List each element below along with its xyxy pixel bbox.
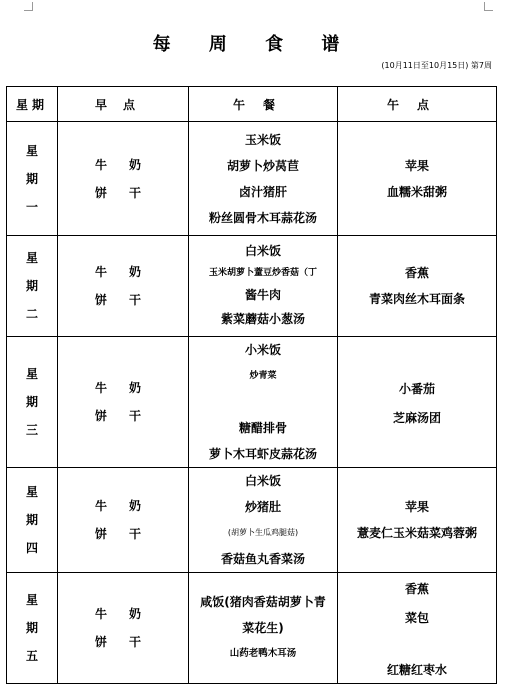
table-row xyxy=(7,337,497,468)
day-cell: 星 期 二 xyxy=(7,236,58,337)
snack-item: 苹果 xyxy=(404,500,429,514)
breakfast-item: 饼干 xyxy=(94,185,163,200)
breakfast-item: 饼干 xyxy=(94,527,163,541)
lunch-cell xyxy=(189,122,338,236)
snack-cell xyxy=(338,122,497,236)
header-lunch: 午餐 xyxy=(189,87,338,122)
lunch-item: 酱牛肉 xyxy=(244,288,281,302)
table-header-row xyxy=(7,87,497,122)
margin-corner-mark xyxy=(484,2,493,11)
breakfast-cell xyxy=(58,122,189,236)
snack-item: 青菜肉丝木耳面条 xyxy=(368,292,465,306)
day-cell: 星 期 四 xyxy=(7,468,58,573)
lunch-item: 卤汁猪肝 xyxy=(238,184,287,199)
lunch-item: 炒猪肚 (胡萝卜生瓜鸡腿菇) xyxy=(227,500,299,537)
snack-item: 血糯米甜粥 xyxy=(386,184,447,199)
lunch-item: 白米饭 xyxy=(244,244,281,258)
lunch-item: 玉米饭 xyxy=(244,132,281,147)
snack-item: 芝麻汤团 xyxy=(392,411,441,425)
breakfast-item: 牛奶 xyxy=(94,499,163,513)
table-row xyxy=(7,122,497,236)
snack-item: 香蕉 xyxy=(404,582,429,596)
lunch-cell xyxy=(189,236,338,337)
lunch-item: 玉米胡萝卜蕫豆炒香菇（丁 xyxy=(208,268,317,278)
snack-item: 薏麦仁玉米菇菜鸡蓉粥 xyxy=(356,526,477,540)
lunch-item: 紫菜蘑菇小葱汤 xyxy=(220,312,305,326)
margin-corner-mark xyxy=(24,2,33,11)
lunch-item: 萝卜木耳虾皮蒜花汤 xyxy=(208,447,317,461)
lunch-item: 炒青菜 糖醋排骨 xyxy=(238,371,287,435)
breakfast-item: 牛奶 xyxy=(94,607,163,621)
breakfast-item: 饼干 xyxy=(94,293,163,307)
page-title: 每 周 食 谱 xyxy=(152,34,356,55)
snack-cell xyxy=(338,468,497,573)
lunch-item: 山药老鸭木耳汤 xyxy=(229,648,297,659)
table-row xyxy=(7,573,497,684)
snack-item: 香蕉 xyxy=(404,266,429,280)
lunch-item: 咸饭(猪肉香菇胡萝卜青 xyxy=(200,595,326,609)
lunch-item: 香菇鱼丸香菜汤 xyxy=(220,552,305,566)
snack-item: 菜包 红糖红枣水 xyxy=(386,611,447,677)
header-breakfast: 早点 xyxy=(58,87,189,122)
table-row xyxy=(7,236,497,337)
breakfast-item: 牛奶 xyxy=(94,381,163,395)
snack-item: 苹果 xyxy=(404,158,429,173)
day-cell: 星 期 一 xyxy=(7,122,58,236)
breakfast-item: 牛奶 xyxy=(94,157,163,172)
lunch-item: 胡萝卜炒莴苣 xyxy=(226,158,299,173)
breakfast-cell xyxy=(58,337,189,468)
header-day: 星期 xyxy=(7,87,58,122)
lunch-cell xyxy=(189,573,338,684)
breakfast-cell xyxy=(58,573,189,684)
breakfast-cell xyxy=(58,236,189,337)
day-cell: 星 期 三 xyxy=(7,337,58,468)
weekly-menu-table xyxy=(6,86,497,684)
lunch-cell xyxy=(189,468,338,573)
snack-cell xyxy=(338,573,497,684)
snack-cell xyxy=(338,337,497,468)
table-row xyxy=(7,468,497,573)
lunch-item: 小米饭 xyxy=(244,343,281,357)
snack-item: 小番茄 xyxy=(398,382,435,396)
header-snack: 午点 xyxy=(338,87,497,122)
breakfast-cell xyxy=(58,468,189,573)
lunch-item: 菜花生) xyxy=(242,621,284,635)
lunch-item: 白米饭 xyxy=(244,474,281,488)
lunch-item: 粉丝圆骨木耳蒜花汤 xyxy=(208,210,317,225)
breakfast-item: 牛奶 xyxy=(94,265,163,279)
breakfast-item: 饼干 xyxy=(94,635,163,649)
breakfast-item: 饼干 xyxy=(94,409,163,423)
lunch-cell xyxy=(189,337,338,468)
snack-cell xyxy=(338,236,497,337)
date-range-subtitle: (10月11日至10月15日) 第7周 xyxy=(381,61,492,70)
day-cell: 星 期 五 xyxy=(7,573,58,684)
